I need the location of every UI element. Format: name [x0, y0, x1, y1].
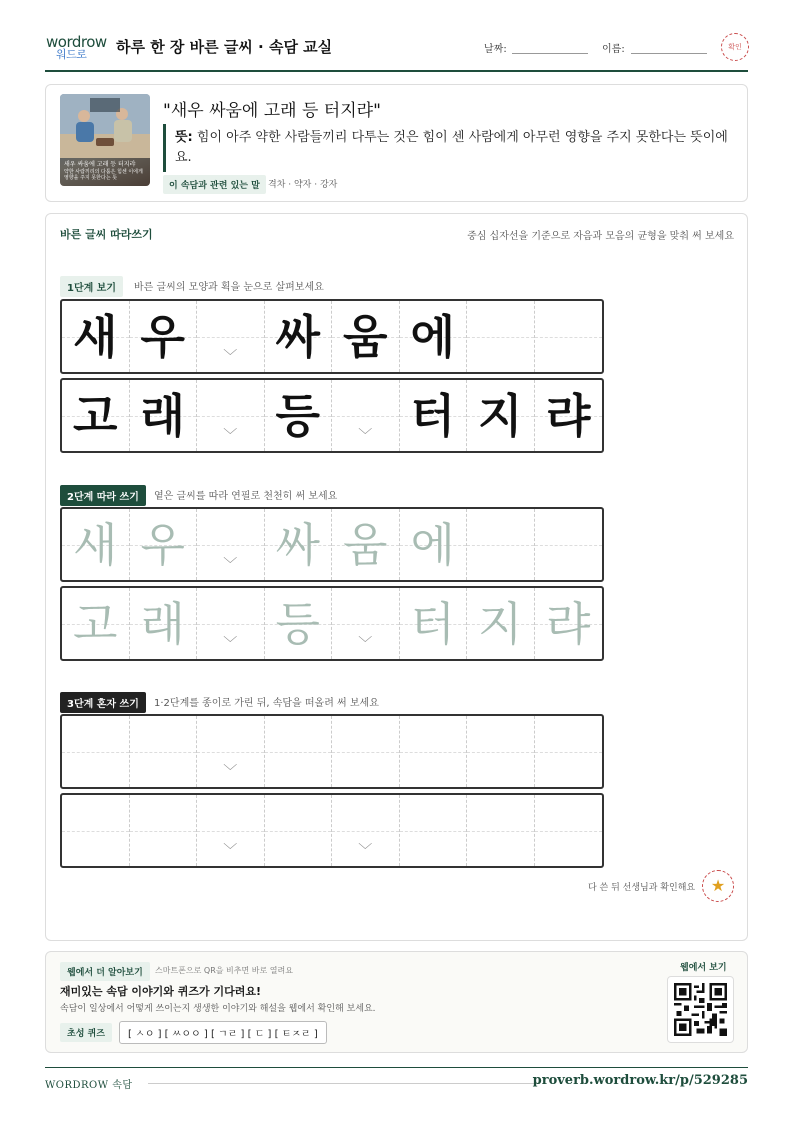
grid-char: 등 — [275, 596, 320, 651]
illustration-caption — [60, 158, 150, 186]
grid-cell — [130, 380, 198, 451]
grid-cell[interactable] — [400, 795, 468, 866]
qr-label: 웹에서 보기 — [680, 963, 727, 973]
grid-cell[interactable] — [62, 588, 130, 659]
grid-cell[interactable] — [467, 509, 535, 580]
step3-row2[interactable] — [60, 793, 604, 868]
space-mark-icon: ﹀ — [223, 557, 238, 573]
step1-row2 — [60, 378, 604, 453]
grid-char: 랴 — [546, 596, 591, 651]
done-text: 다 쓴 뒤 선생님과 확인해요 — [588, 883, 696, 893]
footer-divider — [45, 1067, 748, 1068]
grid-cell[interactable] — [535, 588, 603, 659]
grid-char: 등 — [275, 388, 320, 443]
space-mark-icon: ﹀ — [223, 349, 238, 365]
grid-cell — [535, 380, 603, 451]
grid-cell[interactable] — [130, 509, 198, 580]
page-url[interactable]: proverb.wordrow.kr/p/529285 — [532, 1073, 748, 1088]
grid-cell — [265, 380, 333, 451]
brand-name: WORDROW 속담 — [45, 1080, 133, 1091]
grid-char: 싸 — [275, 309, 320, 364]
grid-cell[interactable] — [130, 795, 198, 866]
grid-cell[interactable] — [535, 795, 603, 866]
logo-sub: 워드로 — [56, 48, 87, 61]
grid-cell[interactable] — [467, 588, 535, 659]
space-mark-icon: ﹀ — [223, 636, 238, 652]
grid-cell[interactable] — [467, 795, 535, 866]
practice-title: 바른 글씨 따라쓰기 — [60, 228, 153, 241]
grid-char: 고 — [73, 596, 118, 651]
grid-char: 우 — [140, 517, 185, 572]
grid-cell — [332, 380, 400, 451]
meaning-text: 힘이 아주 약한 사람들끼리 다투는 것은 힘이 센 사람에게 아무런 영향을 주지 못한다는 뜻이에요. — [175, 130, 728, 165]
grid-cell — [400, 380, 468, 451]
name-field[interactable] — [631, 53, 707, 54]
grid-char: 고 — [73, 388, 118, 443]
space-mark-icon: ﹀ — [223, 428, 238, 444]
grid-char: 에 — [410, 517, 455, 572]
grid-cell — [467, 380, 535, 451]
grid-cell[interactable] — [130, 716, 198, 787]
grid-cell[interactable] — [535, 509, 603, 580]
proverb-meaning — [175, 128, 730, 168]
practice-desc: 중심 십자선을 기준으로 자음과 모음의 균형을 맞춰 써 보세요 — [467, 231, 734, 242]
grid-char: 움 — [343, 309, 388, 364]
web-more-desc: 속담이 일상에서 어떻게 쓰이는지 생생한 이야기와 해설을 웹에서 확인해 보세요. — [60, 1004, 376, 1014]
grid-char: 터 — [410, 388, 455, 443]
space-mark-icon: ﹀ — [358, 428, 373, 444]
step1-row1 — [60, 299, 604, 374]
step2-tag: 2단계 따라 쓰기 — [60, 485, 146, 506]
grid-char: 새 — [73, 309, 118, 364]
quiz-label: 초성 퀴즈 — [60, 1023, 112, 1042]
grid-cell[interactable] — [197, 588, 265, 659]
wordrow-logo — [46, 34, 107, 63]
grid-char: 움 — [343, 517, 388, 572]
qr-pattern — [674, 983, 727, 1036]
grid-cell[interactable] — [332, 795, 400, 866]
space-mark-icon: ﹀ — [358, 843, 373, 859]
meaning-label: 뜻: — [175, 130, 193, 145]
space-mark-icon: ﹀ — [223, 764, 238, 780]
web-more-label: 웹에서 더 알아보기 — [60, 962, 150, 981]
grid-char: 래 — [140, 596, 185, 651]
grid-cell — [467, 301, 535, 372]
step2-row2[interactable] — [60, 586, 604, 661]
grid-cell[interactable] — [400, 509, 468, 580]
grid-cell — [62, 301, 130, 372]
footer-rule — [148, 1083, 538, 1084]
logo-main: wordrow — [46, 33, 107, 51]
grid-char: 우 — [140, 309, 185, 364]
space-mark-icon: ﹀ — [223, 843, 238, 859]
grid-cell — [197, 380, 265, 451]
grid-char: 싸 — [275, 517, 320, 572]
related-label: 이 속담과 관련 있는 말 — [163, 175, 266, 194]
step3-row1[interactable] — [60, 714, 604, 789]
grid-cell[interactable] — [62, 716, 130, 787]
grid-cell — [332, 301, 400, 372]
related-words: 격차 · 약자 · 강자 — [268, 180, 338, 190]
grid-cell[interactable] — [400, 588, 468, 659]
web-more-sub: 스마트폰으로 QR을 비추면 바로 열려요 — [155, 966, 293, 975]
grid-cell — [62, 380, 130, 451]
grid-char: 지 — [478, 388, 523, 443]
grid-cell[interactable] — [62, 509, 130, 580]
grid-cell[interactable] — [265, 588, 333, 659]
grid-cell[interactable] — [62, 795, 130, 866]
grid-cell[interactable] — [130, 588, 198, 659]
grid-cell[interactable] — [197, 795, 265, 866]
grid-cell — [197, 301, 265, 372]
illustration-figures — [60, 94, 150, 158]
grid-char: 지 — [478, 596, 523, 651]
date-label: 날짜: — [484, 44, 507, 55]
grid-char: 에 — [410, 309, 455, 364]
grid-cell[interactable] — [400, 716, 468, 787]
grid-cell — [265, 301, 333, 372]
step1-desc: 바른 글씨의 모양과 획을 눈으로 살펴보세요 — [134, 282, 324, 293]
web-more-title: 재미있는 속담 이야기와 퀴즈가 기다려요! — [60, 985, 261, 998]
grid-cell — [130, 301, 198, 372]
grid-char: 래 — [140, 388, 185, 443]
grid-cell[interactable] — [265, 795, 333, 866]
grid-cell[interactable] — [535, 716, 603, 787]
step2-row1[interactable] — [60, 507, 604, 582]
grid-cell[interactable] — [332, 588, 400, 659]
qr-code-icon[interactable] — [667, 976, 734, 1043]
confirm-stamp: 확인 — [721, 33, 749, 61]
step2-desc: 옅은 글씨를 따라 연필로 천천히 써 보세요 — [154, 491, 338, 502]
caption-title: 새우 싸움에 고래 등 터지랴 — [64, 161, 136, 168]
grid-cell[interactable] — [197, 716, 265, 787]
grid-cell[interactable] — [197, 509, 265, 580]
proverb-illustration — [60, 94, 150, 186]
grid-char: 랴 — [546, 388, 591, 443]
name-label: 이름: — [602, 44, 625, 55]
caption-sub: 약한 사람끼리의 다툼은 힘센 이에게 영향을 주지 못한다는 뜻 — [64, 169, 143, 181]
grid-cell — [535, 301, 603, 372]
grid-char: 터 — [410, 596, 455, 651]
star-stamp-icon: ★ — [702, 870, 734, 902]
grid-cell[interactable] — [467, 716, 535, 787]
meaning-bar — [163, 124, 166, 172]
grid-cell[interactable] — [332, 716, 400, 787]
grid-cell[interactable] — [265, 509, 333, 580]
grid-cell — [400, 301, 468, 372]
step1-tag: 1단계 보기 — [60, 276, 123, 297]
space-mark-icon: ﹀ — [358, 636, 373, 652]
chosung-quiz: [ ㅅㅇ ] [ ㅆㅇㅇ ] [ ㄱㄹ ] [ ㄷ ] [ ㅌㅈㄹ ] — [119, 1021, 327, 1044]
step3-desc: 1·2단계를 종이로 가린 뒤, 속담을 떠올려 써 보세요 — [154, 698, 379, 709]
step3-tag: 3단계 혼자 쓰기 — [60, 692, 146, 713]
grid-cell[interactable] — [332, 509, 400, 580]
date-field[interactable] — [512, 53, 588, 54]
grid-char: 새 — [73, 517, 118, 572]
grid-cell[interactable] — [265, 716, 333, 787]
proverb-quote: "새우 싸움에 고래 등 터지랴" — [163, 101, 381, 121]
page-title: 하루 한 장 바른 글씨 · 속담 교실 — [116, 38, 333, 56]
